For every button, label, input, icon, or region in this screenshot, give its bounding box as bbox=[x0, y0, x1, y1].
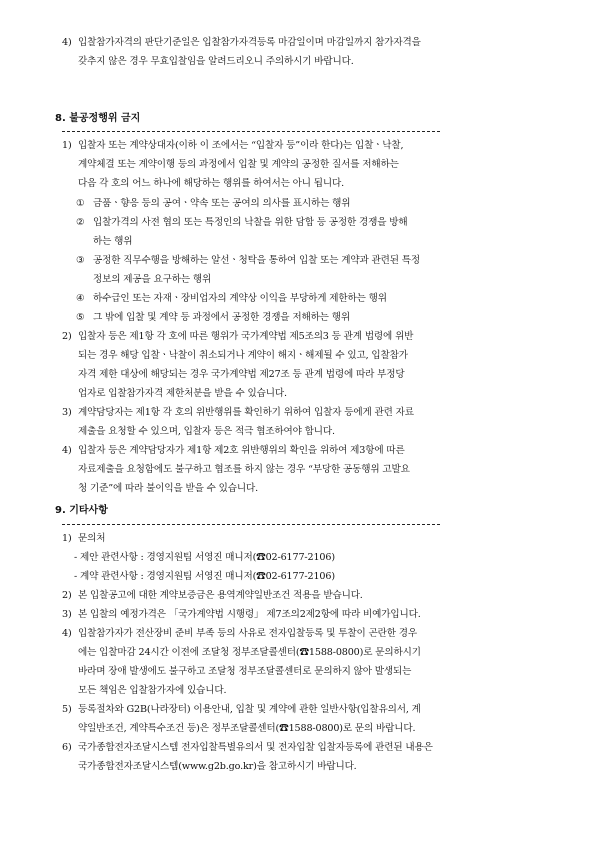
s9-item3-line: 본 입찰의 예정가격은 「국가계약법 시행령」 제7조의2제2항에 따라 비예가입니다. bbox=[78, 609, 421, 620]
s8-sub2-mark: ② bbox=[76, 217, 85, 228]
s8-sub5-line: 그 밖에 입찰 및 계약 등 과정에서 공정한 경쟁을 저해하는 행위 bbox=[93, 312, 350, 323]
section9-divider bbox=[62, 524, 440, 525]
s8-sub3-line: 공정한 직무수행을 방해하는 알선ㆍ청탁을 통하여 입찰 또는 계약과 관련된 특정 bbox=[93, 255, 420, 266]
prev-item4-num: 4) bbox=[62, 37, 72, 48]
s9-item1-num: 1) bbox=[62, 533, 72, 544]
s8-item4-num: 4) bbox=[62, 445, 72, 456]
s8-item2-line: 업자로 입찰참가자격 제한처분을 받을 수 있습니다. bbox=[78, 388, 287, 399]
s8-item2-line: 입찰자 등은 제1항 각 호에 따른 행위가 국가계약법 제5조의3 등 관계 법령에 위반 bbox=[78, 331, 414, 342]
s8-item2-line: 되는 경우 해당 입찰ㆍ낙찰이 취소되거나 계약이 해지ㆍ해제될 수 있고, 입찰참가 bbox=[78, 350, 408, 361]
s8-item2-line: 자격 제한 대상에 해당되는 경우 국가계약법 제27조 등 관계 법령에 따라 부정당 bbox=[78, 369, 405, 380]
s8-item4-line: 자료제출을 요청함에도 불구하고 협조를 하지 않는 경우 “부당한 공동행위 고발요 bbox=[78, 464, 410, 475]
s8-item4-line: 청 기준”에 따라 불이익을 받을 수 있습니다. bbox=[78, 483, 259, 494]
s8-sub2-line: 하는 행위 bbox=[93, 236, 133, 247]
s8-item3-num: 3) bbox=[62, 407, 72, 418]
s9-contact-line: - 제안 관련사항 : 경영지원팀 서영진 매니저(☎02-6177-2106) bbox=[74, 552, 335, 563]
s9-item5-line: 등록절차와 G2B(나라장터) 이용안내, 입찰 및 계약에 관한 일반사항(입찰유의서, 계 bbox=[78, 704, 421, 715]
s8-sub3-line: 정보의 제공을 요구하는 행위 bbox=[93, 274, 212, 285]
s8-sub4-line: 하수급인 또는 자재ㆍ장비업자의 계약상 이익을 부당하게 제한하는 행위 bbox=[93, 293, 387, 304]
s9-item3-num: 3) bbox=[62, 609, 72, 620]
s9-item5-num: 5) bbox=[62, 704, 72, 715]
s8-sub4-mark: ④ bbox=[76, 293, 85, 304]
s8-item3-line: 계약담당자는 제1항 각 호의 위반행위를 확인하기 위하여 입찰자 등에게 관련 자료 bbox=[78, 407, 414, 418]
section9-title: 9. 기타사항 bbox=[55, 505, 108, 516]
s9-item4-line: 바라며 장애 발생에도 불구하고 조달청 정부조달콜센터로 문의하지 않아 발생되는 bbox=[78, 666, 412, 677]
s9-item4-line: 모든 책임은 입찰참가자에 있습니다. bbox=[78, 685, 227, 696]
s8-item1-line: 계약체결 또는 계약이행 등의 과정에서 입찰 및 계약의 공정한 질서를 저해하는 bbox=[78, 159, 399, 170]
s9-item6-line: 국가종합전자조달시스템 전자입찰특별유의서 및 전자입찰 입찰자등록에 관련된 내용은 bbox=[78, 742, 433, 753]
s9-item2-num: 2) bbox=[62, 590, 72, 601]
s9-item6-line: 국가종합전자조달시스템(www.g2b.go.kr)을 참고하시기 바랍니다. bbox=[78, 761, 357, 772]
s8-sub3-mark: ③ bbox=[76, 255, 85, 266]
s9-item6-num: 6) bbox=[62, 742, 72, 753]
prev-item4-line1: 입찰참가자격의 판단기준일은 입찰참가자격등록 마감일이며 마감일까지 참가자격을 bbox=[78, 37, 421, 48]
s8-item1-num: 1) bbox=[62, 140, 72, 151]
s9-item4-line: 에는 입찰마감 24시간 이전에 조달청 정부조달콜센터(☎1588-0800)로 문의하시기 bbox=[78, 647, 421, 658]
s8-sub5-mark: ⑤ bbox=[76, 312, 85, 323]
s8-item2-num: 2) bbox=[62, 331, 72, 342]
s9-item2-line: 본 입찰공고에 대한 계약보증금은 용역계약일반조건 적용을 받습니다. bbox=[78, 590, 363, 601]
s8-sub1-line: 금품ㆍ향응 등의 공여ㆍ약속 또는 공여의 의사를 표시하는 행위 bbox=[93, 198, 351, 209]
s9-item5-line: 약일반조건, 계약특수조건 등)은 정부조달콜센터(☎1588-0800)로 문의 바랍니다. bbox=[78, 723, 416, 734]
s8-sub1-mark: ① bbox=[76, 198, 85, 209]
section8-title: 8. 불공정행위 금지 bbox=[55, 113, 141, 124]
s8-item4-line: 입찰자 등은 계약담당자가 제1항 제2호 위반행위의 확인을 위하여 제3항에 따른 bbox=[78, 445, 405, 456]
s9-item4-num: 4) bbox=[62, 628, 72, 639]
s8-sub2-line: 입찰가격의 사전 협의 또는 특정인의 낙찰을 위한 담합 등 공정한 경쟁을 방해 bbox=[93, 217, 408, 228]
prev-item4-line2: 갖추지 않은 경우 무효입찰임을 알려드리오니 주의하시기 바랍니다. bbox=[78, 56, 354, 67]
s8-item1-line: 입찰자 또는 계약상대자(이하 이 조에서는 “입찰자 등”이라 한다)는 입찰ㆍ낙찰, bbox=[78, 140, 404, 151]
s9-contact-line: - 계약 관련사항 : 경영지원팀 서영진 매니저(☎02-6177-2106) bbox=[74, 571, 335, 582]
s8-item3-line: 제출을 요청할 수 있으며, 입찰자 등은 적극 협조하여야 합니다. bbox=[78, 426, 335, 437]
s8-item1-line: 다음 각 호의 어느 하나에 해당하는 행위를 하여서는 아니 됩니다. bbox=[78, 178, 345, 189]
s9-item1-label: 문의처 bbox=[78, 533, 106, 544]
section8-divider bbox=[62, 131, 440, 132]
s9-item4-line: 입찰참가자가 전산장비 준비 부족 등의 사유로 전자입찰등록 및 투찰이 곤란한 경우 bbox=[78, 628, 417, 639]
